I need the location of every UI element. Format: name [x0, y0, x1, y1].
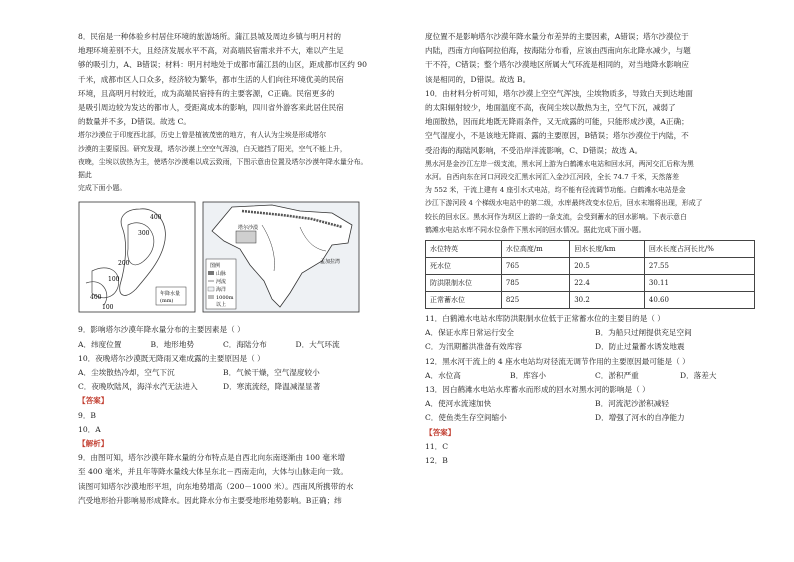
legend-title: 图例	[210, 263, 221, 270]
q13-options-row2	[425, 411, 765, 425]
thar-desert-label: 塔尔沙漠	[238, 225, 259, 232]
q12-option: D．落差大	[680, 370, 717, 380]
legend-ocean: 海洋	[216, 287, 227, 294]
text-line: 的数量并不多，D错误。故选 C。	[78, 117, 192, 127]
q9-analysis	[78, 451, 368, 508]
q13-options-row1	[425, 397, 765, 411]
q11-option: D．防止过量蓄水诱发地震	[595, 342, 685, 352]
text-line: 为 552 米，干流上建有 4 座引水式电站，均不能有径流调节功能。白鹤滩水电站是金	[425, 186, 686, 195]
precipitation-map	[78, 201, 196, 313]
right-page	[397, 0, 794, 562]
q13-option: C．使鱼类生存空间缩小	[425, 413, 507, 423]
q11-option: C．为汛期蓄洪准备有效库容	[425, 342, 522, 352]
table-header: 水位高度/m	[501, 241, 569, 258]
q13-option: A．使河水流速加快	[425, 399, 492, 409]
q9-option: C．海陆分布	[223, 339, 267, 349]
q13-option: D．增强了河水的自净能力	[595, 413, 685, 423]
text-line: 地理环境差别不大，且经济发展水平不高，对高端民宿需求并不大，难以产生足	[78, 46, 344, 56]
text-line: 汽受地形抬升影响易形成降水。因此降水分布主要受地形地势影响。B正确；纬	[78, 495, 342, 505]
location-map	[202, 201, 360, 313]
q11-option: B．为船只过闸提供充足空间	[595, 328, 692, 338]
text-line: 空气湿度小，不是该地无降雨、露的主要原因，B错误；塔尔沙漠位于内陆，不	[425, 131, 689, 141]
legend-title: 年降水量	[160, 291, 181, 298]
analysis-tag: 【解析】	[78, 439, 109, 449]
text-line: 干不符，C错误；整个塔尔沙漠地区所属大气环流是相同的，对当地降水影响应	[425, 60, 689, 70]
table-header: 水位特英	[426, 241, 502, 258]
text-line: 夜晚，尘埃以放热为主，使塔尔沙漠难以成云致雨，下图示意由位置及塔尔沙漠年降水量分布。据此	[78, 157, 368, 180]
table-cell: 765	[501, 258, 569, 275]
q11-options-row1	[425, 326, 765, 340]
table-cell: 30.2	[570, 292, 645, 309]
q10-options-row2	[78, 380, 368, 394]
q9-analysis-continued	[425, 30, 765, 87]
text-line: 水河。自西向东在河口河段交汇黑水河汇入金沙江河段，全长 74.7 千米，天然落差	[425, 173, 680, 182]
text-line: 较长的回水区。黑水河作为坝区上游的一条支流，会受到蓄水的回水影响。下表示意白	[425, 212, 687, 221]
text-line: 沙江下游河段 4 个梯级水电站中的第二级，水库最终改变水位后，回水末端将出现，形成了	[425, 199, 703, 208]
answer-9: 9．B	[78, 410, 97, 420]
text-line: 该是相同的，D错误。故选 B。	[425, 74, 531, 84]
table-row	[426, 275, 755, 292]
right-column	[425, 30, 765, 468]
q9-options	[78, 338, 368, 352]
table-cell: 22.4	[570, 275, 645, 292]
text-line: 鹤滩水电站水库不同水位条件下黑水河的回水情况。据此完成下面小题。	[425, 225, 646, 234]
table-header: 回水长度占河长比/%	[644, 241, 754, 258]
answer-12: 12．B	[425, 456, 448, 466]
table-cell: 785	[501, 275, 569, 292]
bay-label: 孟加拉湾	[320, 259, 341, 266]
q10-option: C．夜晚吹陆风，海洋水汽无法进入	[78, 382, 198, 392]
legend-river: 河流	[216, 279, 227, 286]
text-line: 至 400 毫米，并且年等降水量线大体呈东北－西南走向，大体与山脉走向一致。	[78, 467, 348, 477]
text-line: 读图可知塔尔沙漠地形平坦，向东地势增高（200－1000 米）。西南风所携带的水	[78, 481, 354, 491]
q10-option: B．气候干燥，空气湿度较小	[223, 368, 320, 378]
answer-10: 10．A	[78, 424, 101, 434]
q9-option: A．纬度位置	[78, 339, 122, 349]
text-line: 的太阳辐射较少，地面温度不高，夜间尘埃以散热为主，空气下沉，减弱了	[425, 103, 676, 113]
desert-material	[78, 129, 368, 195]
text-line: 受沿海的海陆风影响，不受沿岸洋流影响，C、D错误；故选 A。	[425, 145, 643, 155]
table-cell: 825	[501, 292, 569, 309]
text-line: 内陆，西南方向临阿拉伯海，按海陆分布看，应该由西南向东北降水减少，与题	[425, 46, 691, 56]
table-row	[426, 258, 755, 275]
table-cell: 防洪限制水位	[426, 275, 502, 292]
text-line: 够的吸引力，A、B错误；材料：明月村地处于成都市蒲江县的山区，距成都市区约 90	[78, 60, 367, 70]
table-row	[426, 292, 755, 309]
q13-option: B．河流泥沙淤积减轻	[595, 399, 669, 409]
text-line: 沙漠的主要原因。研究发现，塔尔沙漠上空空气浑浊，白天遮挡了阳光，空气不能上升，	[78, 144, 347, 153]
q11-stem: 11．白鹤滩水电站水库防洪限制水位低于正常蓄水位的主要目的是（ ）	[425, 314, 665, 324]
q9-option: D．大气环流	[295, 339, 340, 349]
text-line: 黑水河是金沙江左岸一级支流，黑水河上游为白鹤滩水电站和回水河，两河交汇后称为黑	[425, 159, 694, 168]
text-line: 环境，且高明月村较近，成为高端民宿持有的主要客源，C正确。民宿更多的	[78, 88, 335, 98]
q10-analysis	[425, 87, 765, 158]
table-cell: 27.55	[644, 258, 754, 275]
left-column	[78, 30, 368, 508]
q12-stem: 12．黑水河干流上的 4 座水电站均对径流无调节作用的主要原因最可能是（ ）	[425, 356, 690, 366]
text-line: 10．由材料分析可知，塔尔沙漠上空空气浑浊，尘埃物质多，导致白天到达地面	[425, 88, 693, 98]
backwater-table	[425, 240, 755, 309]
q9-option: B．地形地势	[150, 339, 195, 349]
river-material	[425, 158, 765, 237]
answer-tag: 【答案】	[425, 427, 456, 437]
q12-options	[425, 369, 765, 383]
table-cell: 20.5	[570, 258, 645, 275]
contour-label: 400	[150, 214, 162, 222]
q12-option: B．库容小	[510, 370, 546, 380]
q13-stem: 13．因白鹤滩水电站水库蓄水而形成的回水对黑水河的影响是（ ）	[425, 385, 650, 395]
answer-tag: 【答案】	[78, 396, 109, 406]
text-line: 度位置不是影响塔尔沙漠年降水量分布差异的主要因素，A错误；塔尔沙漠位于	[425, 32, 689, 41]
q10-option: A．尘埃散热冷却，空气下沉	[78, 368, 175, 378]
q10-option: D．寒流流经，降温减湿显著	[223, 382, 321, 392]
contour-label: 400	[90, 294, 102, 302]
text-line: 8．民宿是一种体验乡村居住环境的旅游场所。蒲江县城及周边乡镇与明月村的	[78, 32, 342, 41]
text-line: 9．由图可知，塔尔沙漠年降水量的分布特点是自西北向东南逐渐由 100 毫米增	[78, 453, 346, 463]
q11-options-row2	[425, 340, 765, 354]
text-line: 是吸引周边较为发达的都市人，受距离成本的影响，四川省外游客来此居住民宿	[78, 103, 344, 113]
legend-elevation: 1000m	[216, 295, 234, 302]
table-cell: 死水位	[426, 258, 502, 275]
text-line: 地面散热，因而此地既无降雨条件，又无成露的可能，只能形成沙漠，A正确；	[425, 117, 689, 127]
figure-maps	[78, 201, 368, 319]
q10-options-row1	[78, 366, 368, 380]
table-cell: 40.60	[644, 292, 754, 309]
q8-analysis	[78, 30, 368, 129]
q12-option: C．淤积严重	[595, 370, 639, 380]
contour-label: 300	[138, 230, 150, 238]
q9-stem: 9．影响塔尔沙漠年降水量分布的主要因素是（ ）	[78, 325, 245, 335]
q10-stem: 10．夜晚塔尔沙漠既无降雨又难成露的主要原因是（ ）	[78, 353, 265, 363]
legend-unit: (mm)	[160, 298, 174, 305]
q11-option: A．保证水库日常运行安全	[425, 328, 515, 338]
text-line: 完成下面小题。	[78, 184, 127, 193]
text-line: 千米，成都市区人口众多，经济较为繁华，都市生活的人们向往环境优美的民宿	[78, 74, 344, 84]
contour-label: 200	[118, 260, 130, 268]
q12-option: A．水位高	[425, 370, 461, 380]
answer-11: 11．C	[425, 441, 449, 451]
contour-label: 100	[102, 304, 114, 312]
table-header-row	[426, 241, 755, 258]
legend-above: 以上	[216, 302, 227, 309]
thar-desert-area	[236, 231, 256, 243]
table-cell: 正常蓄水位	[426, 292, 502, 309]
contour-label: 100	[108, 276, 120, 284]
legend-mountain: 山脉	[216, 271, 227, 278]
text-line: 塔尔沙漠位于印度西北部，历史上曾是植被茂密的地方，有人认为尘埃是形成塔尔	[78, 131, 327, 140]
table-cell: 30.11	[644, 275, 754, 292]
table-header: 回水长度/km	[570, 241, 645, 258]
